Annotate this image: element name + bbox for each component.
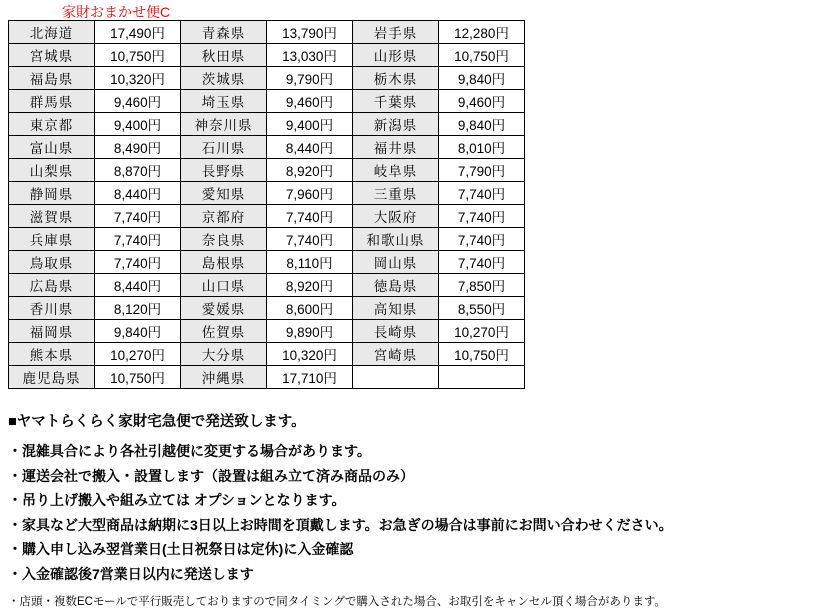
prefecture-cell: 高知県 bbox=[353, 297, 439, 320]
fee-cell: 8,550円 bbox=[439, 297, 525, 320]
fee-cell: 13,790円 bbox=[267, 21, 353, 44]
fee-cell: 10,320円 bbox=[95, 67, 181, 90]
fee-cell: 10,750円 bbox=[439, 44, 525, 67]
prefecture-cell: 佐賀県 bbox=[181, 320, 267, 343]
fee-cell: 8,440円 bbox=[267, 136, 353, 159]
fee-cell: 7,740円 bbox=[267, 205, 353, 228]
fee-cell: 10,270円 bbox=[95, 343, 181, 366]
prefecture-cell: 沖縄県 bbox=[181, 366, 267, 389]
prefecture-cell: 長崎県 bbox=[353, 320, 439, 343]
fee-cell: 8,440円 bbox=[95, 274, 181, 297]
prefecture-cell: 愛媛県 bbox=[181, 297, 267, 320]
note-line: ・家具など大型商品は納期に3日以上お時間を頂戴します。お急ぎの場合は事前にお問い合わせください。 bbox=[8, 516, 673, 533]
fee-cell: 17,710円 bbox=[267, 366, 353, 389]
prefecture-cell: 愛知県 bbox=[181, 182, 267, 205]
prefecture-cell: 島根県 bbox=[181, 251, 267, 274]
fee-cell: 7,740円 bbox=[439, 251, 525, 274]
prefecture-cell: 東京都 bbox=[9, 113, 95, 136]
fee-cell: 9,840円 bbox=[95, 320, 181, 343]
prefecture-cell: 滋賀県 bbox=[9, 205, 95, 228]
prefecture-cell: 熊本県 bbox=[9, 343, 95, 366]
prefecture-cell: 京都府 bbox=[181, 205, 267, 228]
prefecture-cell: 長野県 bbox=[181, 159, 267, 182]
fee-cell: 10,750円 bbox=[95, 366, 181, 389]
prefecture-cell: 福島県 bbox=[9, 67, 95, 90]
fee-cell: 12,280円 bbox=[439, 21, 525, 44]
note-line: ・入金確認後7営業日以内に発送します bbox=[8, 565, 254, 582]
table-row bbox=[9, 343, 525, 366]
prefecture-cell: 三重県 bbox=[353, 182, 439, 205]
table-row bbox=[9, 159, 525, 182]
fee-cell: 8,920円 bbox=[267, 274, 353, 297]
fee-cell: 7,740円 bbox=[439, 228, 525, 251]
table-row bbox=[9, 113, 525, 136]
prefecture-cell: 宮城県 bbox=[9, 44, 95, 67]
prefecture-cell: 神奈川県 bbox=[181, 113, 267, 136]
fee-cell: 13,030円 bbox=[267, 44, 353, 67]
prefecture-cell: 鳥取県 bbox=[9, 251, 95, 274]
fee-cell: 9,890円 bbox=[267, 320, 353, 343]
fee-cell: 10,750円 bbox=[439, 343, 525, 366]
table-row bbox=[9, 228, 525, 251]
prefecture-cell: 大阪府 bbox=[353, 205, 439, 228]
fee-cell: 7,850円 bbox=[439, 274, 525, 297]
table-row bbox=[9, 44, 525, 67]
notes-list bbox=[8, 443, 808, 583]
fee-cell: 9,400円 bbox=[267, 113, 353, 136]
fee-table-body bbox=[9, 21, 525, 389]
table-row bbox=[9, 297, 525, 320]
fee-cell: 10,320円 bbox=[267, 343, 353, 366]
fee-cell: 8,920円 bbox=[267, 159, 353, 182]
prefecture-cell: 青森県 bbox=[181, 21, 267, 44]
fee-cell: 9,400円 bbox=[95, 113, 181, 136]
prefecture-cell: 岐阜県 bbox=[353, 159, 439, 182]
prefecture-cell: 和歌山県 bbox=[353, 228, 439, 251]
page-title: 家財おまかせ便C bbox=[62, 4, 171, 20]
table-row bbox=[9, 205, 525, 228]
table-row bbox=[9, 136, 525, 159]
empty-cell bbox=[353, 366, 439, 389]
fee-cell: 8,490円 bbox=[95, 136, 181, 159]
prefecture-cell: 兵庫県 bbox=[9, 228, 95, 251]
note-line: ・購入申し込み翌営業日(土日祝祭日は定休)に入金確認 bbox=[8, 541, 354, 557]
prefecture-cell: 福岡県 bbox=[9, 320, 95, 343]
fee-cell: 7,960円 bbox=[267, 182, 353, 205]
prefecture-cell: 岡山県 bbox=[353, 251, 439, 274]
table-row bbox=[9, 67, 525, 90]
note-line: ・混雑具合により各社引越便に変更する場合があります。 bbox=[8, 443, 371, 459]
fee-cell: 8,440円 bbox=[95, 182, 181, 205]
fee-cell: 8,600円 bbox=[267, 297, 353, 320]
fee-cell: 7,740円 bbox=[95, 228, 181, 251]
table-row bbox=[9, 274, 525, 297]
prefecture-cell: 千葉県 bbox=[353, 90, 439, 113]
prefecture-cell: 石川県 bbox=[181, 136, 267, 159]
prefecture-cell: 宮崎県 bbox=[353, 343, 439, 366]
notes-heading: ■ヤマトらくらく家財宅急便で発送致します。 bbox=[8, 414, 306, 430]
fee-cell: 9,790円 bbox=[267, 67, 353, 90]
prefecture-cell: 奈良県 bbox=[181, 228, 267, 251]
fee-cell: 9,840円 bbox=[439, 67, 525, 90]
prefecture-cell: 埼玉県 bbox=[181, 90, 267, 113]
table-row bbox=[9, 90, 525, 113]
fee-cell: 9,460円 bbox=[267, 90, 353, 113]
fee-cell: 7,740円 bbox=[95, 251, 181, 274]
fee-cell: 8,010円 bbox=[439, 136, 525, 159]
fee-cell: 9,460円 bbox=[439, 90, 525, 113]
prefecture-cell: 新潟県 bbox=[353, 113, 439, 136]
prefecture-cell: 北海道 bbox=[9, 21, 95, 44]
fee-cell: 10,750円 bbox=[95, 44, 181, 67]
prefecture-cell: 岩手県 bbox=[353, 21, 439, 44]
fee-cell: 7,740円 bbox=[267, 228, 353, 251]
note-line: ・運送会社で搬入・設置します（設置は組み立て済み商品のみ） bbox=[8, 467, 414, 484]
empty-cell bbox=[439, 366, 525, 389]
fee-cell: 8,110円 bbox=[267, 251, 353, 274]
prefecture-cell: 茨城県 bbox=[181, 67, 267, 90]
prefecture-cell: 静岡県 bbox=[9, 182, 95, 205]
table-row bbox=[9, 251, 525, 274]
prefecture-cell: 山口県 bbox=[181, 274, 267, 297]
fee-cell: 17,490円 bbox=[95, 21, 181, 44]
table-row bbox=[9, 366, 525, 389]
notes-section bbox=[8, 410, 808, 609]
prefecture-cell: 徳島県 bbox=[353, 274, 439, 297]
table-row bbox=[9, 320, 525, 343]
prefecture-cell: 栃木県 bbox=[353, 67, 439, 90]
prefecture-cell: 鹿児島県 bbox=[9, 366, 95, 389]
table-row bbox=[9, 21, 525, 44]
prefecture-cell: 広島県 bbox=[9, 274, 95, 297]
fee-cell: 9,460円 bbox=[95, 90, 181, 113]
fee-cell: 9,840円 bbox=[439, 113, 525, 136]
fee-cell: 7,790円 bbox=[439, 159, 525, 182]
fee-cell: 7,740円 bbox=[95, 205, 181, 228]
fee-cell: 10,270円 bbox=[439, 320, 525, 343]
notes-fineprint: ・店頭・複数ECモールで平行販売しておりますので同タイミングで購入された場合、お取引をキャンセル頂く場合があります。 bbox=[8, 596, 666, 608]
prefecture-cell: 秋田県 bbox=[181, 44, 267, 67]
prefecture-cell: 福井県 bbox=[353, 136, 439, 159]
prefecture-cell: 香川県 bbox=[9, 297, 95, 320]
fee-cell: 7,740円 bbox=[439, 205, 525, 228]
fee-cell: 7,740円 bbox=[439, 182, 525, 205]
prefecture-cell: 富山県 bbox=[9, 136, 95, 159]
prefecture-cell: 山形県 bbox=[353, 44, 439, 67]
table-row bbox=[9, 182, 525, 205]
prefecture-cell: 群馬県 bbox=[9, 90, 95, 113]
shipping-fee-table bbox=[8, 20, 525, 389]
fee-cell: 8,120円 bbox=[95, 297, 181, 320]
prefecture-cell: 山梨県 bbox=[9, 159, 95, 182]
note-line: ・吊り上げ搬入や組み立ては オプションとなります。 bbox=[8, 492, 346, 508]
prefecture-cell: 大分県 bbox=[181, 343, 267, 366]
fee-cell: 8,870円 bbox=[95, 159, 181, 182]
